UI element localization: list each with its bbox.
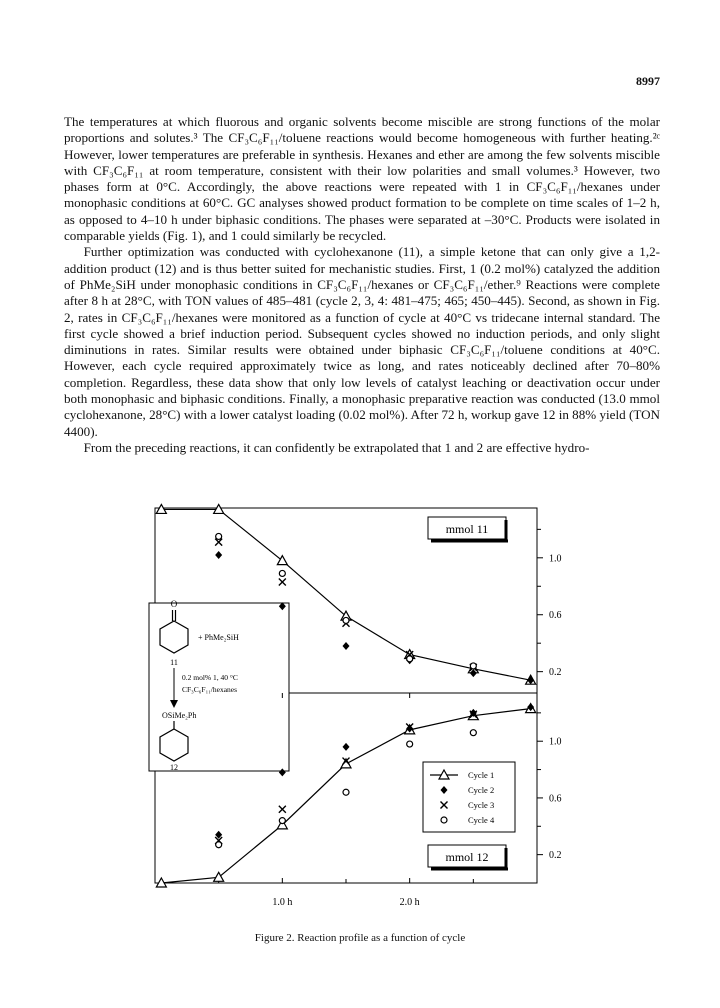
x-tick-label: 2.0 h (399, 897, 420, 908)
data-point-cycle-3 (279, 579, 286, 586)
y-tick-label: 0.6 (549, 793, 562, 805)
y-tick-label: 1.0 (549, 736, 562, 748)
top-box-label (428, 517, 508, 542)
legend-label: Cycle 2 (468, 785, 495, 795)
data-point-cycle-4 (279, 818, 285, 824)
reaction-scheme (149, 599, 289, 772)
legend-label: Cycle 4 (468, 815, 495, 825)
data-point-cycle-2 (215, 551, 222, 559)
data-point-cycle-4 (216, 842, 222, 848)
y-tick-label: 0.2 (549, 850, 562, 862)
data-point-cycle-2 (343, 743, 350, 751)
legend-label: Cycle 1 (468, 770, 495, 780)
paragraph: From the preceding reactions, it can confidently be extrapolated that 1 and 2 are effective hydro- (83, 439, 590, 455)
data-point-cycle-4 (279, 570, 285, 576)
scheme-label-12: 12 (170, 763, 178, 772)
scheme-reagent: + PhMe₂SiH (198, 633, 239, 642)
reaction-profile-chart (130, 500, 580, 930)
paragraph: Further optimization was conducted with cyclohexanone (11), a simple ketone that can only give a 1,2-addition product (12) and is thus better suited for mechanistic studies. First, 1 (0.2 mol%) catalyzed the addition of PhMe₂SiH under monophasic conditions in CF₃C₆F₁₁/hexanes or CF₃C₆F₁₁/ether.⁹ Reactions were complete after 8 h at 28°C, with TON values of 485–481 (cycle 2, 3, 4: 481–475; 465; 450–445). Second, as shown in Fig. 2, rates in CF₃C₆F₁₁/hexanes were monitored as a function of cycle at 40°C vs tridecane internal standard. The first cycle showed a brief induction period. Subsequent cycles showed no induction periods, and only slight diminutions in rates. Similar results were obtained under biphasic CF₃C₆F₁₁/toluene conditions at 40°C. However, each cycle required approximately twice as long, and rates noticeably declined after 70–80% completion. Regardless, these data show that only low levels of catalyst leaching or deactivation occur under both monophasic and biphasic conditions. Finally, a monophasic preparative reaction was conducted (13.0 mmol cyclohexanone, 28°C) with a lower catalyst loading (0.02 mol%). After 72 h, workup gave 12 in 88% yield (TON 4400). (64, 244, 660, 439)
scheme-conditions-1: 0.2 mol% 1, 40 °C (182, 673, 238, 682)
scheme-label-11: 11 (170, 658, 178, 667)
data-point-cycle-2 (343, 642, 350, 650)
bottom-box-label (428, 845, 508, 870)
data-point-cycle-4 (470, 730, 476, 736)
data-point-cycle-4 (216, 533, 222, 539)
data-point-cycle-4 (470, 663, 476, 669)
y-tick-label: 0.6 (549, 610, 562, 622)
oxygen-label: O (170, 599, 178, 609)
y-tick-label: 1.0 (549, 553, 562, 565)
scheme-product-group: OSiMe₂Ph (162, 711, 197, 720)
figure-2 (130, 500, 580, 930)
legend-label: Cycle 3 (468, 800, 495, 810)
x-tick-label: 1.0 h (272, 897, 293, 908)
data-point-cycle-4 (407, 741, 413, 747)
scheme-conditions-2: CF₃C₆F₁₁/hexanes (182, 685, 238, 694)
box-label-mmol-11: mmol 11 (445, 522, 489, 536)
body-text (64, 114, 660, 456)
legend-marker-cycle-4 (441, 817, 447, 823)
legend (423, 762, 515, 832)
box-label-mmol-12: mmol 12 (445, 850, 489, 864)
figure-caption: Figure 2. Reaction profile as a function of cycle (254, 932, 466, 944)
y-tick-label: 0.2 (549, 667, 562, 679)
page-number: 8997 (636, 74, 660, 88)
data-point-cycle-1 (277, 556, 287, 565)
data-point-cycle-4 (343, 789, 349, 795)
paragraph: The temperatures at which fluorous and organic solvents become miscible are strong functions of the molar proportions and solutes.³ The CF₃C₆F₁₁/toluene reactions would become homogeneous with further heating.²ᶜ However, lower temperatures are preferable in synthesis. Hexanes and ether are among the few solvents miscible with CF₃C₆F₁₁ at room temperature, consistent with their low polarities and small volumes.³ However, two phases form at 0°C. Accordingly, the above reactions were repeated with 1 in CF₃C₆F₁₁/hexanes under monophasic conditions at 60°C. GC analyses showed product formation to be complete on time scales of 1–2 h, as opposed to 4–10 h under biphasic conditions. The phases were separated at –30°C. Products were isolated in comparable yields (Fig. 1), and 1 could similarly be recycled. (64, 114, 660, 244)
data-point-cycle-3 (279, 806, 286, 813)
data-point-cycle-4 (407, 656, 413, 662)
data-point-cycle-4 (343, 617, 349, 623)
